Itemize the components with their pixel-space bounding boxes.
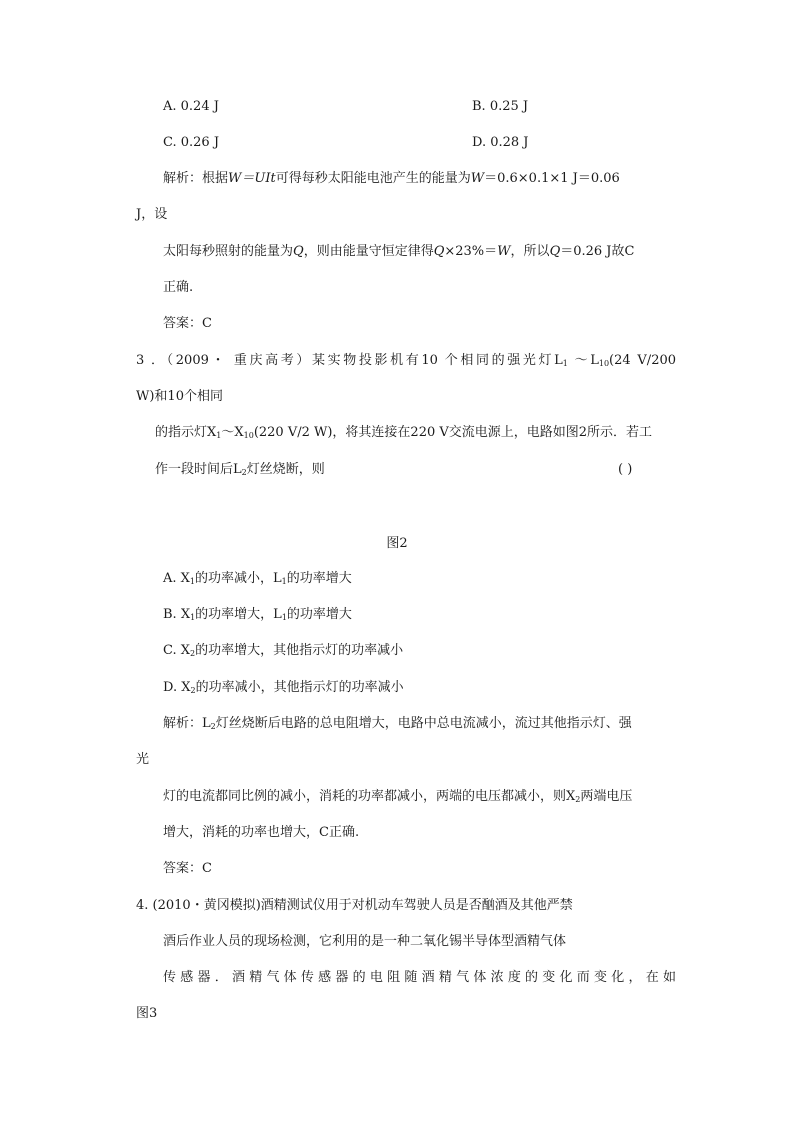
q2-analysis-line-3: 太阳每秒照射的能量为Q，则由能量守恒定律得Q×23%＝W，所以Q＝0.26 J故C <box>163 244 635 259</box>
q2-option-c: C. 0.26 J <box>163 135 220 150</box>
formula: W＝UIt <box>228 171 276 186</box>
q3-answer: 答案：C <box>163 861 212 876</box>
q4-stem-line-2: 酒后作业人员的现场检测，它利用的是一种二氧化锡半导体型酒精气体 <box>163 934 567 949</box>
q3-option-d: D. $X_2$的功率减小，其他指示灯的功率减小 <box>163 680 404 695</box>
q2-analysis-line-4: 正确. <box>163 280 194 295</box>
q2-option-b: B. 0.25 J <box>472 99 529 114</box>
q3-stem-line-1: 3 ．（2009・ 重庆高考）某实物投影机有10 个相同的强光灯$L_1$ $\sim L_{10}(24$ V/200 <box>136 353 677 368</box>
q3-analysis-line-2: 光 <box>136 752 150 767</box>
q2-option-d: D. 0.28 J <box>472 135 529 150</box>
figure-caption: 图2 <box>386 536 408 551</box>
q3-stem-line-4: 作一段时间后$L_2$灯丝烧断，则 <box>155 462 325 477</box>
q3-stem-line-2: W)和10个相同 <box>136 389 223 404</box>
q2-answer: 答案：C <box>163 316 212 331</box>
q3-analysis-line-4: 增大，消耗的功率也增大，C正确. <box>163 825 360 840</box>
q2-analysis-line-1: 解析：根据W＝UIt可得每秒太阳能电池产生的能量为W＝0.6×0.1×1 J＝0.06 <box>163 171 620 186</box>
q4-stem-line-4: 图3 <box>136 1006 158 1021</box>
q4-stem-line-3: 传感器．酒精气体传感器的电阻随酒精气体浓度的变化而变化，在如 <box>163 970 676 985</box>
q3-option-a: A. $X_1$的功率减小，$L_1$的功率增大 <box>163 571 352 586</box>
analysis-label: 解析： <box>163 171 203 186</box>
q2-analysis-line-2: J，设 <box>136 207 168 222</box>
q4-stem-line-1: 4. (2010・黄冈模拟)酒精测试仪用于对机动车驾驶人员是否酗酒及其他严禁 <box>136 898 573 913</box>
q3-analysis-line-1: 解析：$L_2$灯丝烧断后电路的总电阻增大，电路中总电流减小，流过其他指示灯、强 <box>163 716 632 731</box>
answer-blank: ( ) <box>618 462 633 477</box>
q3-option-b: B. $X_1$的功率增大，$L_1$的功率增大 <box>163 607 352 622</box>
q3-stem-line-3: 的指示灯$X_1\sim X_{10}(220$ V/2 W)，将其连接在220 V交流电源上，电路如图2所示．若工 <box>155 425 653 440</box>
q2-option-a: A. 0.24 J <box>163 99 219 114</box>
q3-option-c: C. $X_2$的功率增大，其他指示灯的功率减小 <box>163 643 404 658</box>
q3-analysis-line-3: 灯的电流都同比例的减小，消耗的功率都减小，两端的电压都减小，则$X_2$两端电压 <box>163 789 633 804</box>
